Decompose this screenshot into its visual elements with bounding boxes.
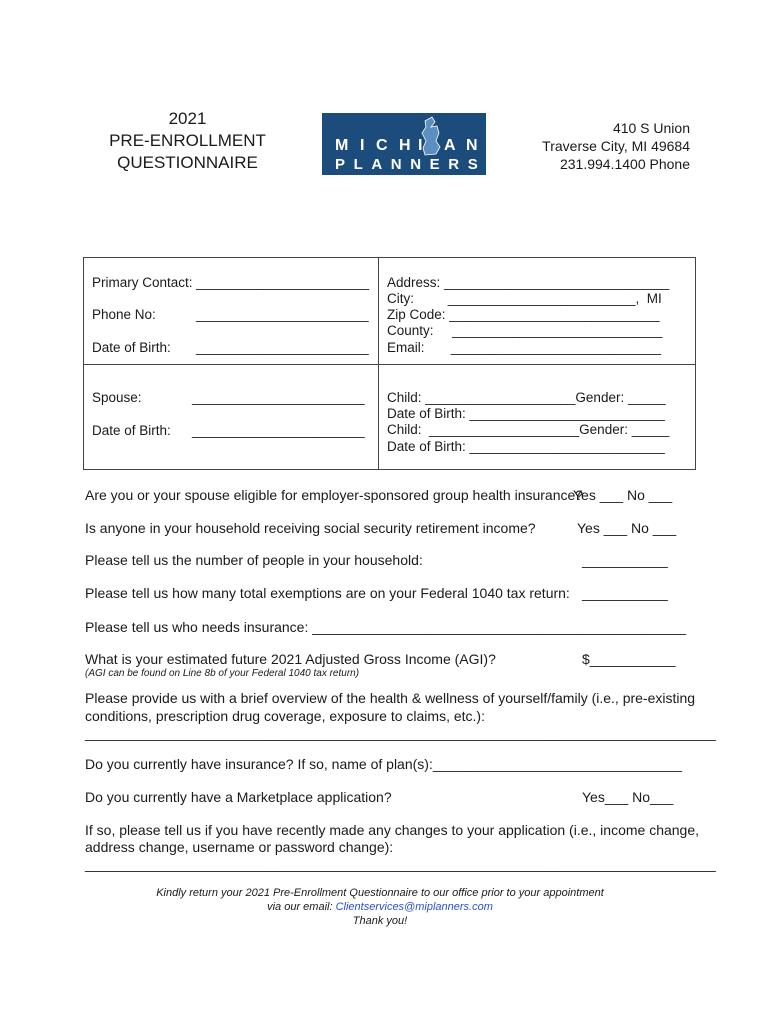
spouse-label: Spouse:	[92, 390, 142, 405]
answer-agi[interactable]: $___________	[582, 651, 676, 667]
logo-letter-i: I	[360, 137, 365, 154]
county-field[interactable]: County: ____________________________	[387, 323, 663, 338]
answer-application-changes[interactable]: _________________________________________________________________________________	[85, 856, 716, 872]
answer-household-size[interactable]: ___________	[582, 552, 668, 568]
agi-note: (AGI can be found on Line 8b of your Federal 1040 tax return)	[85, 668, 360, 679]
child-2-field[interactable]: Child: ____________________Gender: _____	[387, 422, 670, 437]
question-household-size: Please tell us the number of people in your household:	[85, 552, 423, 568]
spouse-field[interactable]: _______________________	[192, 390, 365, 405]
logo-letter-c: C	[376, 137, 388, 154]
spouse-dob-label: Date of Birth:	[92, 423, 171, 438]
primary-contact-field[interactable]: Primary Contact: _______________________	[92, 275, 369, 290]
title-year: 2021	[168, 109, 207, 128]
logo-graphic	[322, 113, 486, 175]
footer-email-prefix: via our email:	[267, 901, 336, 913]
company-logo	[322, 113, 486, 175]
child-2-dob-field[interactable]: Date of Birth: __________________________	[387, 439, 665, 454]
question-marketplace-application: Do you currently have a Marketplace application?	[85, 789, 392, 805]
phone-field[interactable]: _______________________	[196, 307, 369, 322]
box-horizontal-divider	[84, 364, 695, 365]
answer-health-overview[interactable]: _________________________________________________________________________________	[85, 725, 716, 741]
logo-planners: PLANNERS	[335, 156, 486, 173]
document-title	[90, 108, 285, 174]
dob-field[interactable]: _______________________	[196, 340, 369, 355]
address-phone: 231.994.1400 Phone	[559, 156, 690, 172]
child-1-field[interactable]: Child: ____________________Gender: _____	[387, 390, 666, 405]
question-social-security: Is anyone in your household receiving social security retirement income?	[85, 520, 536, 536]
answer-social-security[interactable]: Yes ___ No ___	[577, 520, 677, 536]
child-1-dob-field[interactable]: Date of Birth: __________________________	[387, 406, 665, 421]
logo-letter-i2: I	[418, 137, 423, 154]
footer-email-line	[100, 900, 660, 914]
answer-employer-insurance[interactable]: Yes ___ No ___	[573, 487, 673, 503]
email-field[interactable]: Email: ____________________________	[387, 340, 661, 355]
question-agi: What is your estimated future 2021 Adjusted Gross Income (AGI)?	[85, 651, 496, 667]
zip-field[interactable]: Zip Code: ____________________________	[387, 307, 660, 322]
question-who-needs-insurance[interactable]: Please tell us who needs insurance: ________________________________________________	[85, 619, 686, 635]
question-employer-insurance: Are you or your spouse eligible for employer-sponsored group health insurance?	[85, 487, 584, 503]
question-health-overview-line-1: Please provide us with a brief overview of the health & wellness of yourself/family (i.e., pre-existing	[85, 690, 696, 706]
title-line-3: QUESTIONNAIRE	[117, 153, 258, 172]
address-field[interactable]: Address: ______________________________	[387, 275, 670, 290]
logo-letter-n: N	[466, 137, 478, 154]
answer-tax-exemptions[interactable]: ___________	[582, 585, 668, 601]
dob-label: Date of Birth:	[92, 340, 171, 355]
address-city: Traverse City, MI 49684	[542, 138, 690, 154]
phone-label: Phone No:	[92, 307, 156, 322]
question-health-overview-line-2: conditions, prescription drug coverage, exposure to claims, etc.):	[85, 708, 485, 724]
logo-letter-m: M	[335, 137, 349, 154]
city-field[interactable]: City: _________________________, MI	[387, 291, 662, 306]
logo-letter-a: A	[444, 137, 456, 154]
question-application-changes-line-2: address change, username or password change):	[85, 839, 394, 855]
title-line-2: PRE-ENROLLMENT	[109, 131, 266, 150]
office-address	[510, 119, 690, 173]
answer-marketplace-application[interactable]: Yes___ No___	[582, 789, 674, 805]
spouse-dob-field[interactable]: _______________________	[192, 423, 365, 438]
logo-letter-h: H	[399, 137, 411, 154]
box-vertical-divider	[378, 258, 379, 469]
footer-email-link[interactable]: Clientservices@miplanners.com	[335, 901, 493, 913]
footer-instructions: Kindly return your 2021 Pre-Enrollment Questionnaire to our office prior to your appointment	[156, 887, 604, 899]
question-current-insurance[interactable]: Do you currently have insurance? If so, name of plan(s):________________________________	[85, 756, 682, 772]
address-street: 410 S Union	[612, 120, 690, 136]
footer-thank-you: Thank you!	[352, 915, 408, 927]
question-tax-exemptions: Please tell us how many total exemptions are on your Federal 1040 tax return:	[85, 585, 570, 601]
question-application-changes-line-1: If so, please tell us if you have recently made any changes to your application (i.e., income change,	[85, 822, 700, 838]
